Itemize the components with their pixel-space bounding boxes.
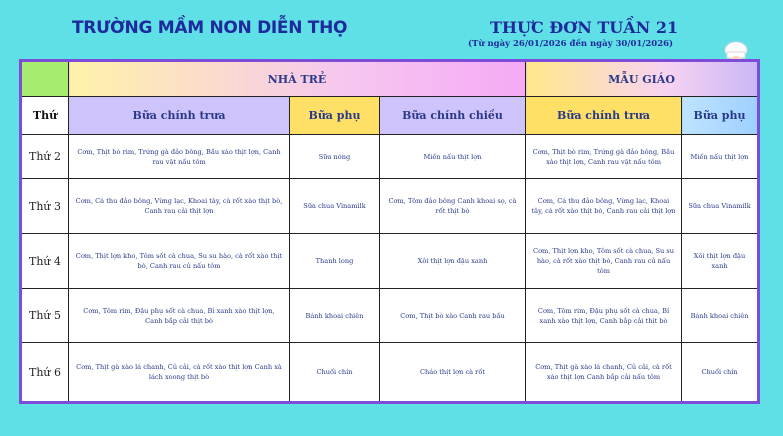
nt-snack-cell: Sữa nóng [290,135,380,179]
table-row [21,234,759,289]
header-mg-snack: Bữa phụ [682,97,759,135]
day-label: Thứ 3 [21,179,69,234]
mg-lunch-cell: Cơm, Thịt bò rim, Trứng gà đảo bông, Bầu xào thịt lợn, Canh rau vặt nấu tôm [526,135,682,179]
header-nt-lunch: Bữa chính trưa [69,97,290,135]
nt-afternoon-cell: Xôi thịt lợn đậu xanh [380,234,526,289]
mg-snack-cell: Xôi thịt lợn đậu xanh [682,234,759,289]
mg-snack-cell: Bánh khoai chiên [682,289,759,343]
table-row [21,343,759,403]
day-label: Thứ 5 [21,289,69,343]
nt-snack-cell: Thanh long [290,234,380,289]
nt-afternoon-cell: Miến nấu thịt lợn [380,135,526,179]
day-label: Thứ 2 [21,135,69,179]
mg-snack-cell: Chuối chín [682,343,759,403]
nt-lunch-cell: Cơm, Thịt gà xào lá chanh, Củ cải, cà rốt xào thịt lợn Canh xà lách xoong thịt bò [69,343,290,403]
corner-cell [21,61,69,97]
school-name: TRƯỜNG MẦM NON DIỄN THỌ [72,18,348,38]
nt-lunch-cell: Cơm, Thịt lợn kho, Tôm sốt cà chua, Su su hào, cà rốt xào thịt bò, Canh rau củ nấu tôm [69,234,290,289]
table-row [21,179,759,234]
nt-afternoon-cell: Cơm, Tôm đảo bông Canh khoai sọ, cà rốt thịt bò [380,179,526,234]
header-nt-afternoon: Bữa chính chiều [380,97,526,135]
mg-snack-cell: Miến nấu thịt lợn [682,135,759,179]
date-range: (Từ ngày 26/01/2026 đến ngày 30/01/2026) [468,39,674,49]
mg-snack-cell: Sữa chua Vinamilk [682,179,759,234]
nt-afternoon-cell: Cơm, Thịt bò xào Canh rau bầu [380,289,526,343]
group-mau-giao: MẪU GIÁO [526,61,759,97]
menu-title: THỰC ĐƠN TUẦN 21 [490,18,679,37]
mg-lunch-cell: Cơm, Cá thu đảo bông, Vừng lạc, Khoai tây, cà rốt xào thịt bò, Canh rau cải thịt lợn [526,179,682,234]
nt-afternoon-cell: Cháo thịt lợn cà rốt [380,343,526,403]
mg-lunch-cell: Cơm, Tôm rim, Đậu phụ sốt cà chua, Bí xanh xào thịt lợn, Canh bắp cải thịt bò [526,289,682,343]
menu-table [19,59,760,404]
day-label: Thứ 4 [21,234,69,289]
nt-snack-cell: Sữa chua Vinamilk [290,179,380,234]
nt-lunch-cell: Cơm, Thịt bò rim, Trứng gà đảo bông, Bầu xào thịt lợn, Canh rau vặt nấu tôm [69,135,290,179]
nt-snack-cell: Bánh khoai chiên [290,289,380,343]
group-nha-tre: NHÀ TRẺ [69,61,526,97]
mg-lunch-cell: Cơm, Thịt lợn kho, Tôm sốt cà chua, Su su hào, cà rốt xào thịt bò, Canh rau củ nấu tôm [526,234,682,289]
day-label: Thứ 6 [21,343,69,403]
nt-lunch-cell: Cơm, Tôm rim, Đậu phụ sốt cà chua, Bí xanh xào thịt lợn, Canh bắp cải thịt bò [69,289,290,343]
header-day: Thứ [21,97,69,135]
nt-snack-cell: Chuối chín [290,343,380,403]
header-mg-lunch: Bữa chính trưa [526,97,682,135]
header-nt-snack: Bữa phụ [290,97,380,135]
table-row [21,135,759,179]
mg-lunch-cell: Cơm, Thịt gà xào lá chanh, Củ cải, cà rốt xào thịt lợn Canh bắp cải nấu tôm [526,343,682,403]
nt-lunch-cell: Cơm, Cá thu đảo bông, Vừng lạc, Khoai tây, cà rốt xào thịt bò, Canh rau cải thịt lợn [69,179,290,234]
table-row [21,289,759,343]
